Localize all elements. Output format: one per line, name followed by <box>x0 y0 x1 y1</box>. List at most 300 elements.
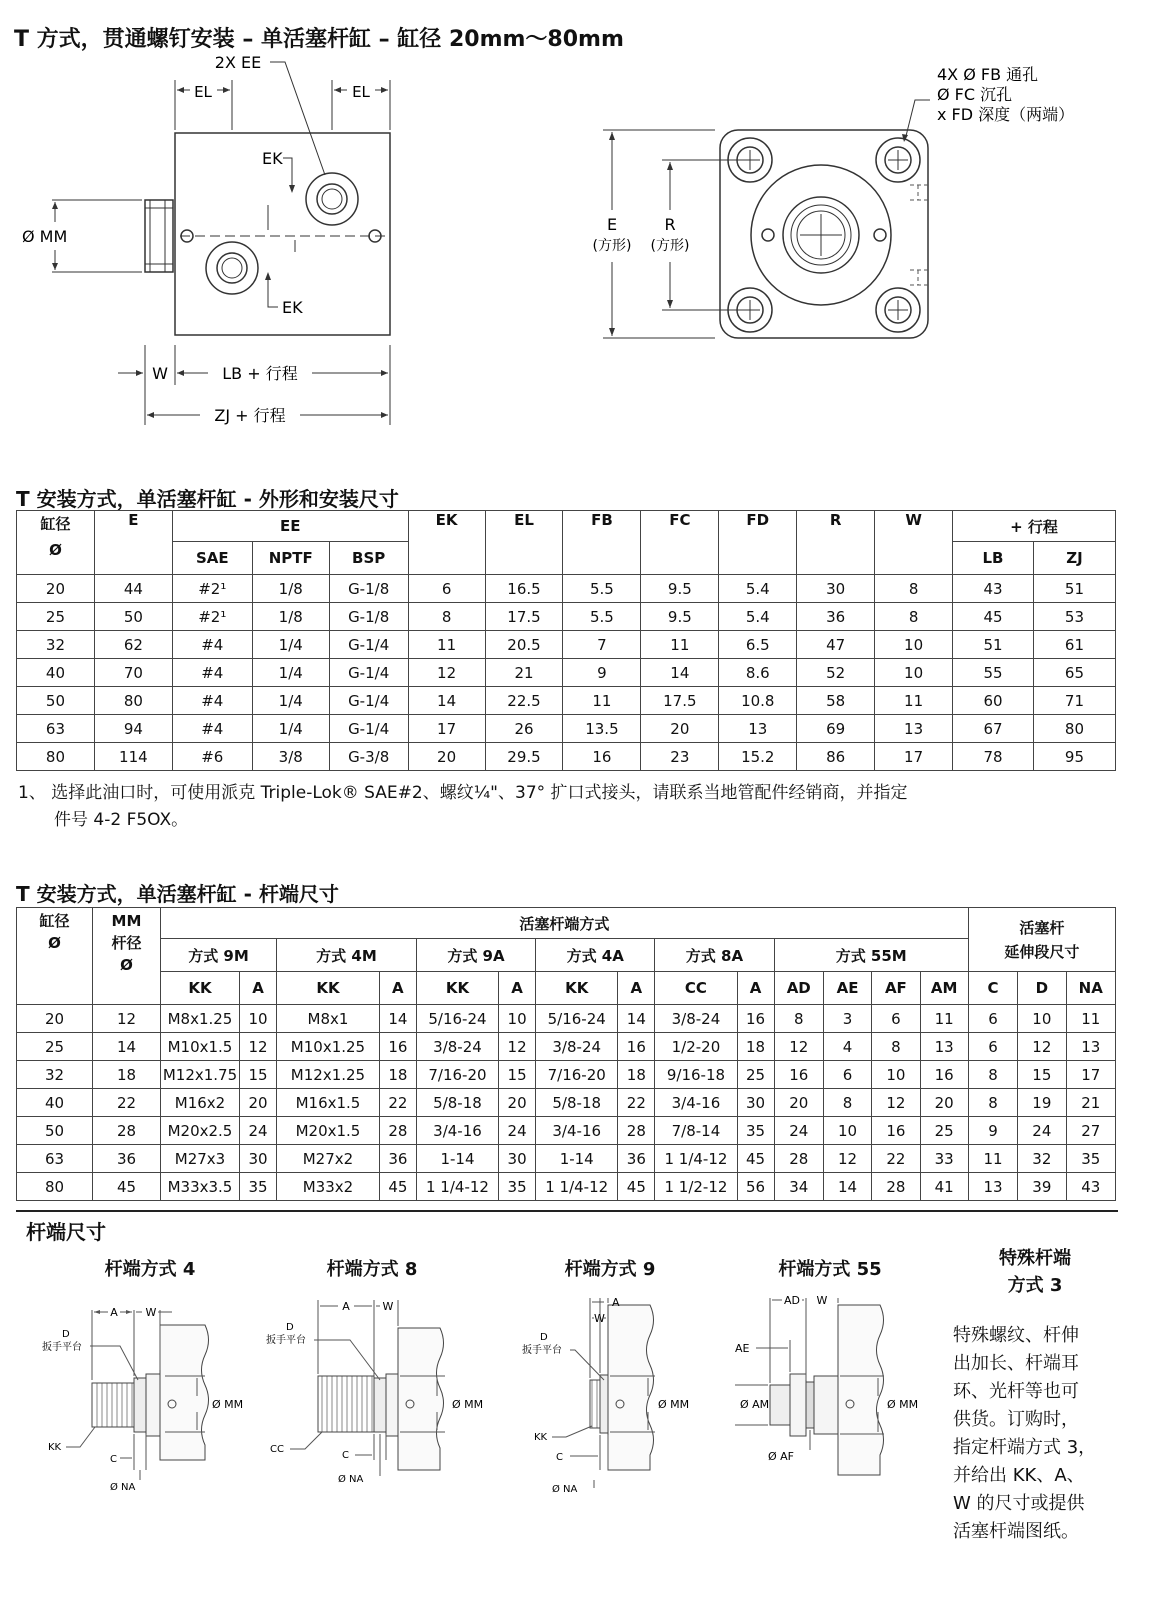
table-cell: 10 <box>823 1117 871 1145</box>
svg-text:C: C <box>110 1454 117 1465</box>
table-cell: 67 <box>953 715 1034 743</box>
table-cell: 3/4-16 <box>416 1117 498 1145</box>
table-cell: 114 <box>94 743 172 771</box>
table-cell: 9/16-18 <box>655 1061 737 1089</box>
table-cell: 30 <box>499 1145 536 1173</box>
table-cell: 1/4 <box>252 659 329 687</box>
table-cell: 14 <box>618 1005 655 1033</box>
t1-h-ee: EE <box>172 511 408 542</box>
svg-text:Ø NA: Ø NA <box>338 1474 364 1485</box>
table-cell: 20 <box>17 575 95 603</box>
table-cell: 9.5 <box>641 575 719 603</box>
table-cell: 12 <box>872 1089 920 1117</box>
table-cell: 22 <box>379 1089 416 1117</box>
table-cell: 12 <box>408 659 485 687</box>
table-cell: 39 <box>1018 1173 1066 1201</box>
table-cell: 14 <box>379 1005 416 1033</box>
mm-label: Ø MM <box>22 227 68 246</box>
table-row <box>17 1033 1116 1061</box>
table-cell: 5/16-24 <box>536 1005 618 1033</box>
table-cell: 22 <box>618 1089 655 1117</box>
ee-label: 2X EE <box>214 53 262 72</box>
table-cell: 11 <box>920 1005 968 1033</box>
svg-text:Ø AF: Ø AF <box>768 1450 795 1463</box>
table-cell: 62 <box>94 631 172 659</box>
t2-subheader: AF <box>872 972 920 1005</box>
table-cell: M12x1.25 <box>277 1061 380 1089</box>
table-cell: 40 <box>17 659 95 687</box>
svg-text:A: A <box>110 1306 118 1319</box>
table-cell: 58 <box>797 687 875 715</box>
table-cell: 11 <box>408 631 485 659</box>
table-cell: 95 <box>1033 743 1115 771</box>
table1-title: T 安装方式，单活塞杆缸 - 外形和安装尺寸 <box>16 487 399 511</box>
t2-h-bore-sym: Ø <box>48 934 61 952</box>
table-cell: 5.4 <box>719 603 797 631</box>
el-label-right: EL <box>352 83 370 101</box>
special-line: 供货。订购时， <box>953 1409 1079 1430</box>
table-cell: 10 <box>499 1005 536 1033</box>
table-cell: 7/16-20 <box>416 1061 498 1089</box>
table-cell: M16x2 <box>160 1089 239 1117</box>
table-cell: 24 <box>499 1117 536 1145</box>
table-cell: 19 <box>1018 1089 1066 1117</box>
table-cell: 28 <box>93 1117 161 1145</box>
table-cell: 8 <box>875 603 953 631</box>
svg-text:A: A <box>612 1296 620 1309</box>
svg-text:A: A <box>342 1300 350 1313</box>
special-title-1: 特殊杆端 <box>999 1248 1071 1269</box>
table-cell: 52 <box>797 659 875 687</box>
table-cell: M27x3 <box>160 1145 239 1173</box>
table-cell: 6 <box>872 1005 920 1033</box>
t2-subheader: NA <box>1066 972 1116 1005</box>
table-cell: M8x1 <box>277 1005 380 1033</box>
t2-h-4m: 方式 4M <box>277 939 417 972</box>
fc-label: Ø FC 沉孔 <box>937 85 1013 104</box>
table-cell: M10x1.5 <box>160 1033 239 1061</box>
svg-text:CC: CC <box>270 1444 284 1455</box>
el-label-left: EL <box>194 83 212 101</box>
table-cell: 8 <box>872 1033 920 1061</box>
svg-text:Ø MM: Ø MM <box>887 1398 919 1411</box>
table-cell: 1 1/2-12 <box>655 1173 737 1201</box>
svg-text:W: W <box>145 1306 157 1319</box>
table-cell: 13 <box>1066 1033 1116 1061</box>
table-cell: 25 <box>920 1117 968 1145</box>
table-cell: 21 <box>485 659 563 687</box>
table-cell: 6 <box>968 1033 1017 1061</box>
table-cell: 15 <box>1018 1061 1066 1089</box>
svg-text:Ø MM: Ø MM <box>212 1398 244 1411</box>
t1-h-bsp: BSP <box>329 542 408 575</box>
table-cell: M10x1.25 <box>277 1033 380 1061</box>
t1-h-r: R <box>797 511 875 575</box>
style55-drawing <box>735 1294 918 1475</box>
table-cell: 1/8 <box>252 603 329 631</box>
table-cell: 20 <box>920 1089 968 1117</box>
t2-subheader: C <box>968 972 1017 1005</box>
table-cell: 22 <box>872 1145 920 1173</box>
table-cell: 51 <box>1033 575 1115 603</box>
table-cell: 16 <box>737 1005 774 1033</box>
table-cell: 11 <box>968 1145 1017 1173</box>
table-cell: 20 <box>17 1005 93 1033</box>
table-cell: M20x2.5 <box>160 1117 239 1145</box>
table-cell: 17 <box>875 743 953 771</box>
table-cell: 51 <box>953 631 1034 659</box>
svg-text:Ø MM: Ø MM <box>658 1398 690 1411</box>
e-sub-label: (方形) <box>592 238 632 254</box>
svg-text:W: W <box>816 1294 828 1307</box>
table-cell: 5.5 <box>563 575 641 603</box>
table-cell: 12 <box>240 1033 277 1061</box>
footnote-line2: 件号 4-2 F5OX。 <box>54 810 189 830</box>
table-cell: 3/4-16 <box>655 1089 737 1117</box>
table-cell: 4 <box>823 1033 871 1061</box>
t2-subheader: KK <box>160 972 239 1005</box>
table-row <box>17 715 1116 743</box>
t2-subheader: A <box>240 972 277 1005</box>
svg-text:C: C <box>556 1452 563 1463</box>
table-cell: G-1/8 <box>329 575 408 603</box>
table-cell: 35 <box>240 1173 277 1201</box>
table-cell: #4 <box>172 715 252 743</box>
table-cell: 36 <box>93 1145 161 1173</box>
table-cell: 80 <box>94 687 172 715</box>
style55-label: 杆端方式 55 <box>778 1259 882 1280</box>
table-cell: 3/8-24 <box>655 1005 737 1033</box>
t2-h-ext2: 延伸段尺寸 <box>1004 942 1080 961</box>
table-cell: 1-14 <box>536 1145 618 1173</box>
table-cell: 13 <box>719 715 797 743</box>
table-cell: 8 <box>968 1089 1017 1117</box>
table-row <box>17 659 1116 687</box>
svg-text:扳手平台: 扳手平台 <box>266 1335 306 1346</box>
table-cell: 43 <box>953 575 1034 603</box>
t1-h-stroke: + 行程 <box>953 511 1116 542</box>
svg-text:Ø AM: Ø AM <box>740 1398 770 1411</box>
table-cell: 20 <box>240 1089 277 1117</box>
t1-h-w: W <box>875 511 953 575</box>
table-cell: 45 <box>618 1173 655 1201</box>
table-cell: 6.5 <box>719 631 797 659</box>
table-cell: 25 <box>17 603 95 631</box>
svg-text:KK: KK <box>534 1432 548 1443</box>
t2-subheader: CC <box>655 972 737 1005</box>
table-cell: 13 <box>875 715 953 743</box>
footnote <box>18 780 1128 834</box>
table-cell: 12 <box>1018 1033 1066 1061</box>
table-row <box>17 687 1116 715</box>
table-cell: 3/4-16 <box>536 1117 618 1145</box>
table-cell: 20 <box>774 1089 823 1117</box>
table-cell: 3 <box>823 1005 871 1033</box>
table-cell: 29.5 <box>485 743 563 771</box>
t1-h-bore: 缸径 <box>40 515 71 533</box>
table-cell: 86 <box>797 743 875 771</box>
t1-h-el: EL <box>485 511 563 575</box>
table-cell: 9.5 <box>641 603 719 631</box>
svg-text:AD: AD <box>784 1294 800 1307</box>
section-divider <box>16 1210 1118 1212</box>
end-view-drawing <box>580 50 1140 350</box>
table-cell: #4 <box>172 631 252 659</box>
table-cell: 17.5 <box>485 603 563 631</box>
table-cell: 1 1/4-12 <box>536 1173 618 1201</box>
footnote-number: 1、 <box>18 783 46 803</box>
table-cell: 16 <box>920 1061 968 1089</box>
t2-h-8a: 方式 8A <box>655 939 774 972</box>
table-cell: 9 <box>563 659 641 687</box>
table-cell: 20 <box>499 1089 536 1117</box>
table-cell: 8 <box>875 575 953 603</box>
table-cell: 1/8 <box>252 575 329 603</box>
table-cell: 8 <box>408 603 485 631</box>
table-cell: 10 <box>1018 1005 1066 1033</box>
special-line: 指定杆端方式 3， <box>953 1437 1097 1458</box>
svg-text:扳手平台: 扳手平台 <box>42 1342 82 1353</box>
t2-subheader: AE <box>823 972 871 1005</box>
e-label: E <box>606 215 618 234</box>
zj-label: ZJ + 行程 <box>214 406 286 425</box>
special-line: 出加长、杆端耳 <box>953 1353 1079 1374</box>
w-label: W <box>152 364 168 383</box>
table-cell: 30 <box>737 1089 774 1117</box>
table-cell: 10 <box>872 1061 920 1089</box>
dimension-table <box>16 510 1116 771</box>
table-cell: 16 <box>563 743 641 771</box>
table-cell: M27x2 <box>277 1145 380 1173</box>
t1-h-zj: ZJ <box>1033 542 1115 575</box>
table-cell: 63 <box>17 715 95 743</box>
table-cell: 18 <box>93 1061 161 1089</box>
table-cell: 50 <box>17 687 95 715</box>
table-cell: 63 <box>17 1145 93 1173</box>
t2-subheader: A <box>499 972 536 1005</box>
table-row <box>17 1173 1116 1201</box>
svg-text:KK: KK <box>48 1442 62 1453</box>
svg-text:Ø NA: Ø NA <box>552 1484 578 1495</box>
style8-label: 杆端方式 8 <box>326 1259 418 1280</box>
t2-subheader: A <box>379 972 416 1005</box>
table-cell: M20x1.5 <box>277 1117 380 1145</box>
table-cell: 7/16-20 <box>536 1061 618 1089</box>
table-cell: 50 <box>17 1117 93 1145</box>
table-cell: 53 <box>1033 603 1115 631</box>
special-line: 特殊螺纹、杆伸 <box>953 1325 1079 1346</box>
table-cell: 13 <box>968 1173 1017 1201</box>
table-cell: 1 1/4-12 <box>655 1145 737 1173</box>
t2-subheader: AD <box>774 972 823 1005</box>
table2-title: T 安装方式，单活塞杆缸 - 杆端尺寸 <box>16 882 339 906</box>
table-cell: 1/4 <box>252 715 329 743</box>
special-line: W 的尺寸或提供 <box>953 1493 1085 1514</box>
t2-h-mm-sym: Ø <box>120 956 133 974</box>
table-cell: 1 1/4-12 <box>416 1173 498 1201</box>
t2-h-mm-sub: 杆径 <box>111 934 142 952</box>
t1-h-fb: FB <box>563 511 641 575</box>
t1-h-fd: FD <box>719 511 797 575</box>
t2-subheader: D <box>1018 972 1066 1005</box>
table-cell: 8.6 <box>719 659 797 687</box>
svg-text:Ø MM: Ø MM <box>452 1398 484 1411</box>
style9-label: 杆端方式 9 <box>564 1259 656 1280</box>
table-cell: 3/8-24 <box>536 1033 618 1061</box>
table-row <box>17 575 1116 603</box>
svg-text:D: D <box>62 1329 70 1340</box>
t2-subheader: KK <box>536 972 618 1005</box>
table-cell: 8 <box>823 1089 871 1117</box>
table-cell: 80 <box>17 743 95 771</box>
table-row <box>17 743 1116 771</box>
lb-label: LB + 行程 <box>222 364 298 383</box>
table-cell: 14 <box>408 687 485 715</box>
table-cell: 32 <box>17 631 95 659</box>
table-cell: 15 <box>240 1061 277 1089</box>
svg-text:D: D <box>286 1322 294 1333</box>
table-cell: 13 <box>920 1033 968 1061</box>
t2-h-mm: MM <box>111 912 142 930</box>
t1-h-fc: FC <box>641 511 719 575</box>
table-cell: 11 <box>875 687 953 715</box>
fb-label: 4X Ø FB 通孔 <box>937 65 1039 84</box>
table-cell: 16 <box>774 1061 823 1089</box>
table-cell: 20.5 <box>485 631 563 659</box>
table-cell: 32 <box>17 1061 93 1089</box>
table-cell: 1/4 <box>252 687 329 715</box>
table-row <box>17 1117 1116 1145</box>
table-cell: 22.5 <box>485 687 563 715</box>
table-cell: 14 <box>823 1173 871 1201</box>
table-cell: 65 <box>1033 659 1115 687</box>
table-cell: 33 <box>920 1145 968 1173</box>
table-cell: 80 <box>1033 715 1115 743</box>
table-cell: 17 <box>1066 1061 1116 1089</box>
table-cell: 3/8 <box>252 743 329 771</box>
table-cell: 10 <box>240 1005 277 1033</box>
table-cell: #2¹ <box>172 603 252 631</box>
table-row <box>17 631 1116 659</box>
svg-text:W: W <box>594 1312 605 1325</box>
table-cell: 6 <box>823 1061 871 1089</box>
table-cell: 10 <box>875 659 953 687</box>
t2-subheader: KK <box>416 972 498 1005</box>
table-cell: #6 <box>172 743 252 771</box>
svg-text:AE: AE <box>735 1342 750 1355</box>
table-cell: 35 <box>737 1117 774 1145</box>
table-cell: 5/8-18 <box>536 1089 618 1117</box>
table-cell: 35 <box>499 1173 536 1201</box>
t1-h-e: E <box>94 511 172 575</box>
table-cell: 11 <box>563 687 641 715</box>
table-cell: G-1/4 <box>329 715 408 743</box>
table-cell: 28 <box>618 1117 655 1145</box>
t2-h-rodend: 活塞杆端方式 <box>160 908 968 939</box>
ek-label-bottom: EK <box>282 298 303 317</box>
t1-h-bore-sym: Ø <box>49 541 62 559</box>
table-cell: M16x1.5 <box>277 1089 380 1117</box>
t1-h-ek: EK <box>408 511 485 575</box>
table-cell: 94 <box>94 715 172 743</box>
t1-h-nptf: NPTF <box>252 542 329 575</box>
special-line: 环、光杆等也可 <box>953 1381 1079 1402</box>
table-cell: 11 <box>641 631 719 659</box>
table-cell: G-3/8 <box>329 743 408 771</box>
table-cell: 7/8-14 <box>655 1117 737 1145</box>
table-cell: M33x2 <box>277 1173 380 1201</box>
table-cell: 71 <box>1033 687 1115 715</box>
table-cell: #4 <box>172 687 252 715</box>
table-cell: #4 <box>172 659 252 687</box>
style4-label: 杆端方式 4 <box>104 1259 196 1280</box>
table-cell: 27 <box>1066 1117 1116 1145</box>
table-cell: 25 <box>737 1061 774 1089</box>
table-cell: 30 <box>240 1145 277 1173</box>
table-cell: 16 <box>618 1033 655 1061</box>
special-title-2: 方式 3 <box>1007 1275 1063 1296</box>
table-cell: 20 <box>408 743 485 771</box>
svg-text:D: D <box>540 1332 548 1343</box>
table-cell: 12 <box>499 1033 536 1061</box>
table-cell: 56 <box>737 1173 774 1201</box>
table-cell: 60 <box>953 687 1034 715</box>
table-cell: 6 <box>408 575 485 603</box>
table-cell: 24 <box>240 1117 277 1145</box>
table-cell: 24 <box>774 1117 823 1145</box>
table-cell: 22 <box>93 1089 161 1117</box>
table-cell: 55 <box>953 659 1034 687</box>
t2-subheader: A <box>737 972 774 1005</box>
t2-h-9a: 方式 9A <box>416 939 535 972</box>
t1-h-lb: LB <box>953 542 1034 575</box>
table-cell: 18 <box>618 1061 655 1089</box>
table-cell: 5/16-24 <box>416 1005 498 1033</box>
table-cell: M33x3.5 <box>160 1173 239 1201</box>
t2-subheader: A <box>618 972 655 1005</box>
page-title: T 方式，贯通螺钉安装 – 单活塞杆缸 – 缸径 20mm～80mm <box>14 27 624 52</box>
table-row <box>17 1145 1116 1173</box>
fd-label: x FD 深度（两端） <box>937 105 1075 124</box>
table-row <box>17 1089 1116 1117</box>
table-cell: 28 <box>774 1145 823 1173</box>
table-cell: 10 <box>875 631 953 659</box>
special-description <box>953 1322 1123 1546</box>
table-cell: 18 <box>737 1033 774 1061</box>
table-cell: 16.5 <box>485 575 563 603</box>
table-cell: 7 <box>563 631 641 659</box>
table-cell: 20 <box>641 715 719 743</box>
table-cell: 24 <box>1018 1117 1066 1145</box>
table-cell: 5.4 <box>719 575 797 603</box>
table-cell: 36 <box>618 1145 655 1173</box>
rod-end-drawings <box>0 1290 950 1530</box>
table-cell: 26 <box>485 715 563 743</box>
table-cell: 30 <box>797 575 875 603</box>
table-cell: 45 <box>737 1145 774 1173</box>
table-row <box>17 603 1116 631</box>
table-cell: 16 <box>872 1117 920 1145</box>
table-cell: 80 <box>17 1173 93 1201</box>
r-sub-label: (方形) <box>650 238 690 254</box>
table-cell: G-1/4 <box>329 631 408 659</box>
table-cell: #2¹ <box>172 575 252 603</box>
table-cell: 13.5 <box>563 715 641 743</box>
table-cell: 14 <box>641 659 719 687</box>
table-cell: 40 <box>17 1089 93 1117</box>
table-cell: 11 <box>1066 1005 1116 1033</box>
table-cell: 23 <box>641 743 719 771</box>
